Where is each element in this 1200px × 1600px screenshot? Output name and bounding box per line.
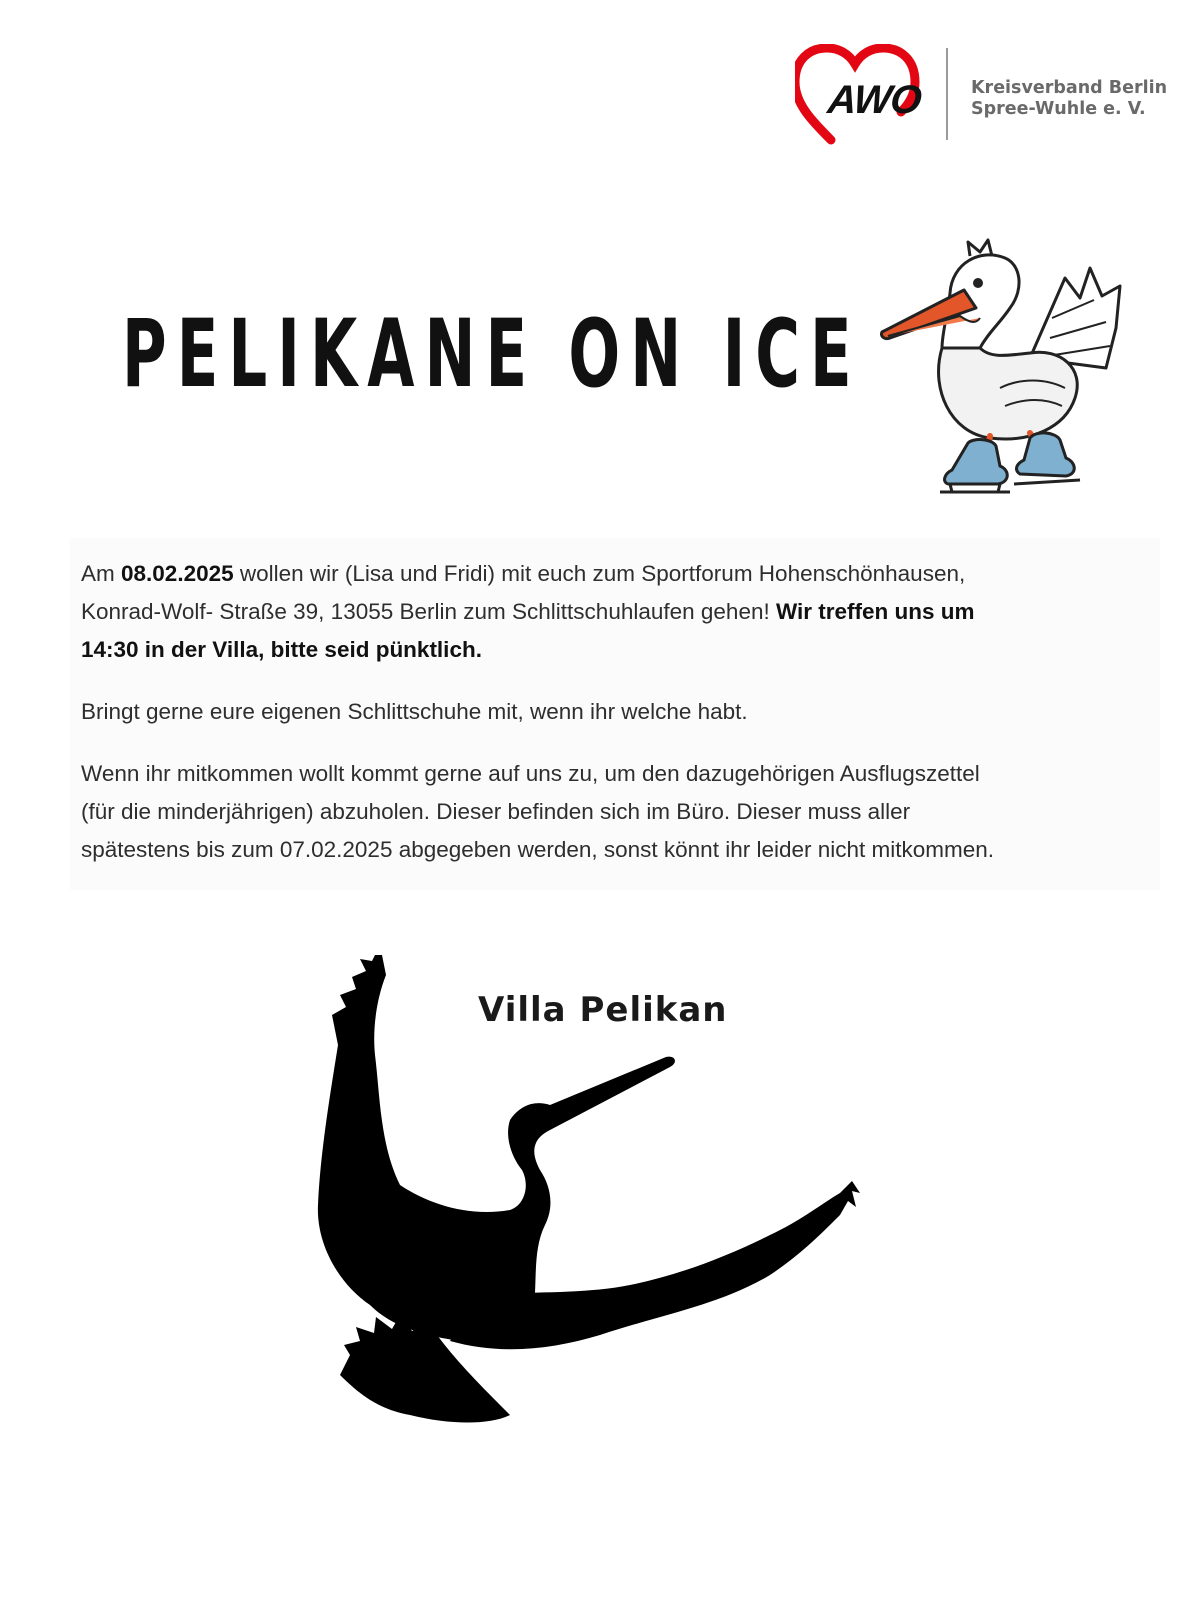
org-line-2: Spree-Wuhle e. V. — [971, 99, 1146, 119]
villa-name: Villa Pelikan — [478, 990, 728, 1030]
meeting-time-a: Wir treffen uns um — [775, 599, 975, 624]
info-p1-line-3 — [81, 631, 975, 669]
info-address: Konrad-Wolf- Straße 39, 13055 Berlin zum Schlittschuhlaufen gehen! — [81, 599, 776, 624]
info-p3-line-3: spätestens bis zum 07.02.2025 abgegeben werden, sonst könnt ihr leider nicht mitkommen. — [81, 837, 995, 862]
awo-wordmark: AWO — [825, 78, 923, 122]
info-paragraph-2: Bringt gerne eure eigenen Schlittschuhe mit, wenn ihr welche habt. — [81, 699, 748, 724]
skating-pelican-icon — [880, 238, 1130, 500]
info-p1-rest: wollen wir (Lisa und Fridi) mit euch zum Sportforum Hohenschönhausen, — [233, 561, 966, 586]
org-name — [971, 78, 1167, 120]
info-p1-line-2 — [81, 593, 975, 631]
villa-pelikan-silhouette-icon — [300, 955, 900, 1475]
info-p1-line-1 — [81, 555, 975, 593]
awo-logo — [795, 44, 1175, 148]
info-am: Am — [81, 561, 122, 586]
event-info — [70, 538, 1160, 890]
info-p3-line-1: Wenn ihr mitkommen wollt kommt gerne auf uns zu, um den dazugehörigen Ausflugszettel — [81, 761, 980, 786]
info-p3-line-2: (für die minderjährigen) abzuholen. Dieser befinden sich im Büro. Dieser muss aller — [81, 799, 911, 824]
event-title — [122, 300, 862, 410]
event-date: 08.02.2025 — [121, 561, 234, 586]
meeting-time-b: 14:30 in der Villa, bitte seid pünktlich. — [81, 637, 482, 662]
info-paragraph-1 — [81, 555, 975, 669]
event-title-text: PELIKANE ON ICE — [122, 300, 862, 409]
logo-divider — [946, 48, 948, 140]
info-paragraph-3 — [81, 755, 994, 869]
org-line-1: Kreisverband Berlin — [971, 78, 1168, 98]
